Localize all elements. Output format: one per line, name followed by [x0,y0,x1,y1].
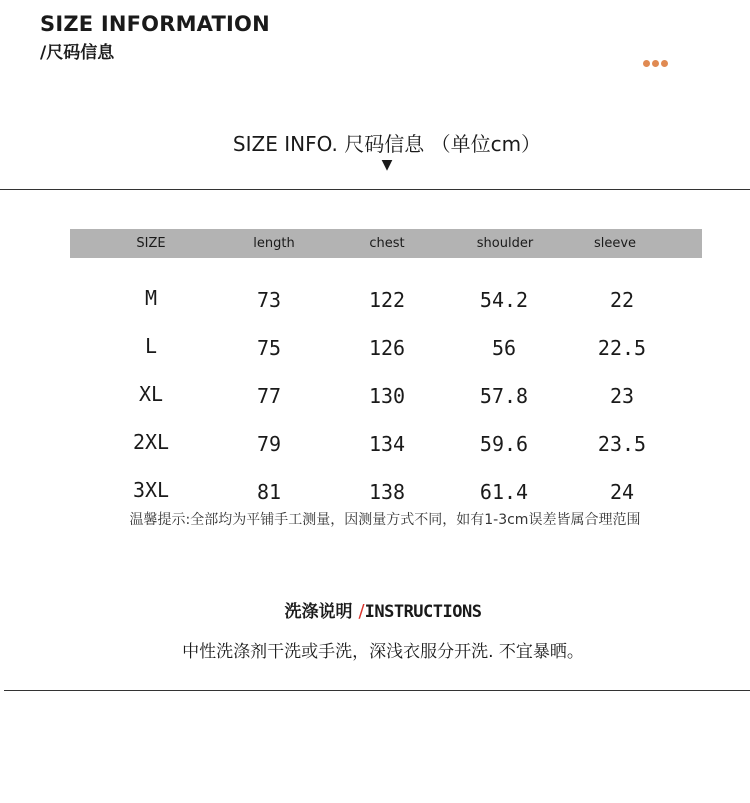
table-cell: 24 [609,480,635,504]
column-header: SIZE [136,236,166,251]
divider [4,690,750,691]
measurement-note: 温馨提示:全部均为平铺手工测量，因测量方式不同，如有1-3cm误差皆属合理范围 [129,512,641,528]
instructions-title [0,597,750,622]
column-header: shoulder [476,236,534,251]
table-cell: M [144,286,158,310]
table-cell: 134 [368,432,406,456]
title-slash: / [358,601,365,622]
more-dots-icon [643,60,668,67]
instructions-title-en: INSTRUCTIONS [364,602,482,622]
table-cell: 79 [256,432,282,456]
table-cell: 126 [368,336,406,360]
table-cell: 22 [609,288,635,312]
table-cell: 57.8 [479,384,529,408]
dot-icon [661,60,668,67]
column-header: sleeve [593,236,637,251]
table-cell: 61.4 [479,480,529,504]
table-cell: 73 [256,288,282,312]
column-header: chest [369,236,405,251]
table-cell: L [144,334,158,358]
divider [0,189,750,190]
table-cell: 130 [368,384,406,408]
table-cell: XL [138,382,164,406]
instructions-text: 中性洗涤剂干洗或手洗，深浅衣服分开洗. 不宜暴晒。 [182,642,584,662]
instructions-title-cn: 洗涤说明 [284,602,353,622]
table-cell: 75 [256,336,282,360]
table-cell: 77 [256,384,282,408]
dot-icon [643,60,650,67]
column-header: length [253,236,295,251]
table-cell: 54.2 [479,288,529,312]
table-cell: 23.5 [597,432,647,456]
table-cell: 56 [491,336,517,360]
table-cell: 22.5 [597,336,647,360]
table-cell: 122 [368,288,406,312]
table-cell: 81 [256,480,282,504]
page-title: SIZE INFORMATION [40,12,270,36]
table-cell: 59.6 [479,432,529,456]
dot-icon [652,60,659,67]
down-arrow-icon: ▼ [381,157,393,173]
table-cell: 138 [368,480,406,504]
table-cell: 23 [609,384,635,408]
table-cell: 3XL [132,478,170,502]
size-table-header [70,229,702,258]
table-cell: 2XL [132,430,170,454]
page-subtitle: /尺码信息 [40,43,115,63]
size-info-title: SIZE INFO. 尺码信息 （单位cm） [232,132,542,156]
